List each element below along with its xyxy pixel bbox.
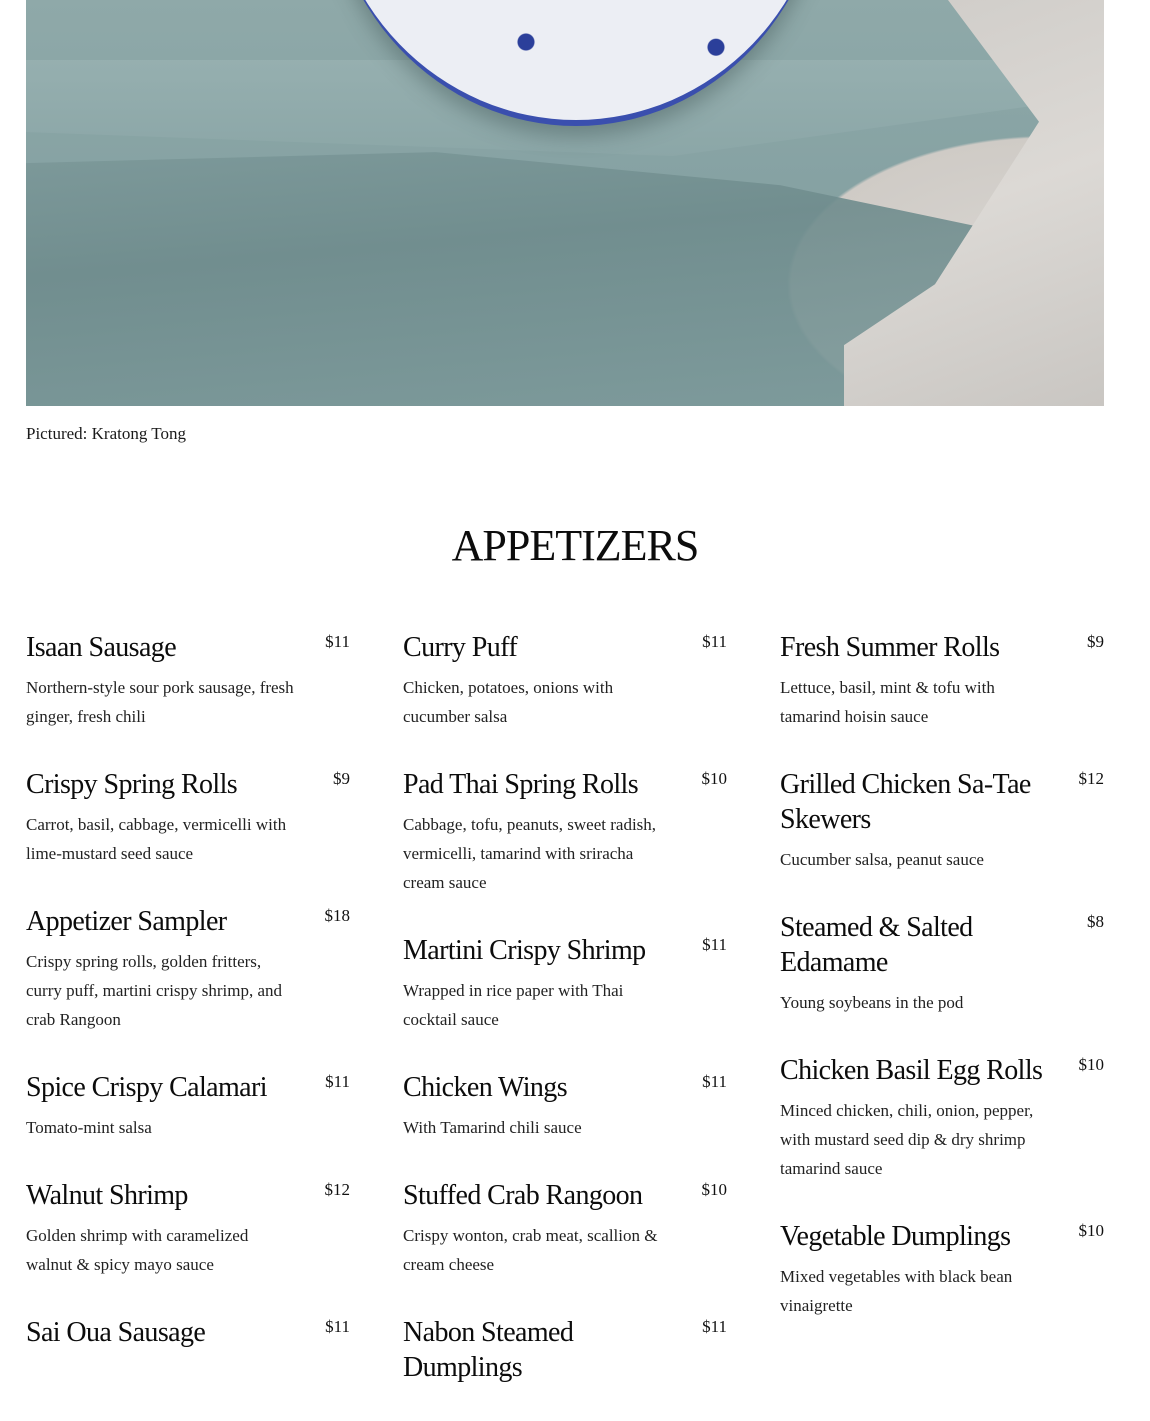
menu-item-name: Fresh Summer Rolls: [780, 632, 1000, 663]
menu-item-name: Appetizer Sampler: [26, 906, 227, 937]
menu-item-price: $12: [1078, 769, 1104, 788]
menu-item-name: Chicken Basil Egg Rolls: [780, 1055, 1043, 1086]
menu-item-header: [780, 630, 1104, 665]
menu-item-description: Tomato-mint salsa: [26, 1118, 152, 1137]
section-title: APPETIZERS: [451, 521, 699, 570]
menu-item-header: [780, 767, 1104, 837]
menu-item-header: [403, 1070, 727, 1105]
menu-item-name: Stuffed Crab Rangoon: [403, 1180, 643, 1211]
menu-item-name: Martini Crispy Shrimp: [403, 935, 646, 966]
menu-item-description: Crispy spring rolls, golden fritters, curry puff, martini crispy shrimp, and crab Rangoon: [26, 952, 283, 1029]
menu-item-price: $10: [1078, 1221, 1104, 1240]
menu-item: [780, 910, 1104, 1017]
menu-item-header: [780, 910, 1104, 980]
menu-item-price: $11: [325, 632, 350, 651]
menu-item-description: Chicken, potatoes, onions with cucumber salsa: [403, 678, 614, 726]
menu-item-description: Mixed vegetables with black bean vinaigrette: [780, 1267, 1013, 1315]
menu-item-header: [26, 630, 350, 665]
menu-item-header: [26, 767, 350, 802]
menu-item: [26, 1178, 350, 1279]
menu-item-price: $10: [701, 769, 727, 788]
menu-item-header: [26, 1070, 350, 1105]
menu-item-header: [26, 1178, 350, 1213]
menu-item: [780, 1219, 1104, 1320]
menu-item: [403, 1315, 727, 1385]
menu-item-price: $10: [701, 1180, 727, 1199]
menu-column-2: [403, 630, 727, 1421]
menu-item: [26, 1070, 350, 1142]
menu-item-name: Chicken Wings: [403, 1072, 567, 1103]
menu-item-description: Wrapped in rice paper with Thai cocktail sauce: [403, 981, 624, 1029]
menu-item-name: Crispy Spring Rolls: [26, 769, 238, 800]
menu-item-name: Grilled Chicken Sa-Tae Skewers: [780, 769, 1031, 835]
menu-item: [780, 630, 1104, 731]
menu-item-description: Cucumber salsa, peanut sauce: [780, 850, 984, 869]
menu-item-description: Northern-style sour pork sausage, fresh ginger, fresh chili: [26, 678, 294, 726]
menu-item-price: $11: [702, 1072, 727, 1091]
menu-column-1: [26, 630, 350, 1386]
menu-item-name: Steamed & Salted Edamame: [780, 912, 973, 978]
photo-caption: Pictured: Kratong Tong: [26, 424, 186, 443]
menu-item-name: Vegetable Dumplings: [780, 1221, 1011, 1252]
menu-item: [403, 1178, 727, 1279]
menu-item-description: Crispy wonton, crab meat, scallion & cream cheese: [403, 1226, 658, 1274]
menu-item: [26, 1315, 350, 1350]
menu-item-price: $11: [702, 632, 727, 651]
menu-item: [403, 767, 727, 897]
menu-item: [26, 630, 350, 731]
menu-item: [780, 767, 1104, 874]
menu-item-header: [403, 933, 727, 968]
menu-item-header: [403, 1178, 727, 1213]
menu-item: [26, 767, 350, 868]
menu-item-header: [403, 630, 727, 665]
menu-item-price: $18: [324, 906, 350, 925]
menu-item-name: Walnut Shrimp: [26, 1180, 188, 1211]
menu-item-price: $11: [702, 935, 727, 954]
menu-item-name: Pad Thai Spring Rolls: [403, 769, 639, 800]
menu-item-price: $11: [325, 1317, 350, 1336]
menu-item-description: Young soybeans in the pod: [780, 993, 964, 1012]
menu-item-name: Nabon Steamed Dumplings: [403, 1317, 574, 1383]
menu-item-header: [403, 1315, 727, 1385]
menu-item-price: $11: [325, 1072, 350, 1091]
menu-item-description: With Tamarind chili sauce: [403, 1118, 582, 1137]
menu-item-name: Spice Crispy Calamari: [26, 1072, 267, 1103]
hero-photo: [26, 0, 1104, 406]
menu-item-price: $9: [1087, 632, 1104, 651]
menu-item-description: Minced chicken, chili, onion, pepper, with mustard seed dip & dry shrimp tamarind sauce: [780, 1101, 1034, 1178]
menu-item: [780, 1053, 1104, 1183]
menu-item-description: Carrot, basil, cabbage, vermicelli with lime-mustard seed sauce: [26, 815, 287, 863]
menu-item-name: Isaan Sausage: [26, 632, 177, 663]
menu-item-price: $11: [702, 1317, 727, 1336]
menu-item-name: Sai Oua Sausage: [26, 1317, 206, 1348]
menu-item-price: $12: [324, 1180, 350, 1199]
menu-item-header: [26, 904, 350, 939]
menu-item-header: [403, 767, 727, 802]
menu-item-description: Golden shrimp with caramelized walnut & spicy mayo sauce: [26, 1226, 249, 1274]
menu-item: [403, 630, 727, 731]
menu-item: [403, 1070, 727, 1142]
menu-item-header: [780, 1219, 1104, 1254]
menu-item-description: Lettuce, basil, mint & tofu with tamarind hoisin sauce: [780, 678, 995, 726]
menu-item-price: $9: [333, 769, 350, 788]
menu-item: [26, 904, 350, 1034]
menu-item: [403, 933, 727, 1034]
menu-item-price: $8: [1087, 912, 1104, 931]
menu-item-description: Cabbage, tofu, peanuts, sweet radish, vermicelli, tamarind with sriracha cream sauce: [403, 815, 657, 892]
menu-item-name: Curry Puff: [403, 632, 518, 663]
menu-item-price: $10: [1078, 1055, 1104, 1074]
menu-column-3: [780, 630, 1104, 1356]
menu-item-header: [26, 1315, 350, 1350]
menu-item-header: [780, 1053, 1104, 1088]
